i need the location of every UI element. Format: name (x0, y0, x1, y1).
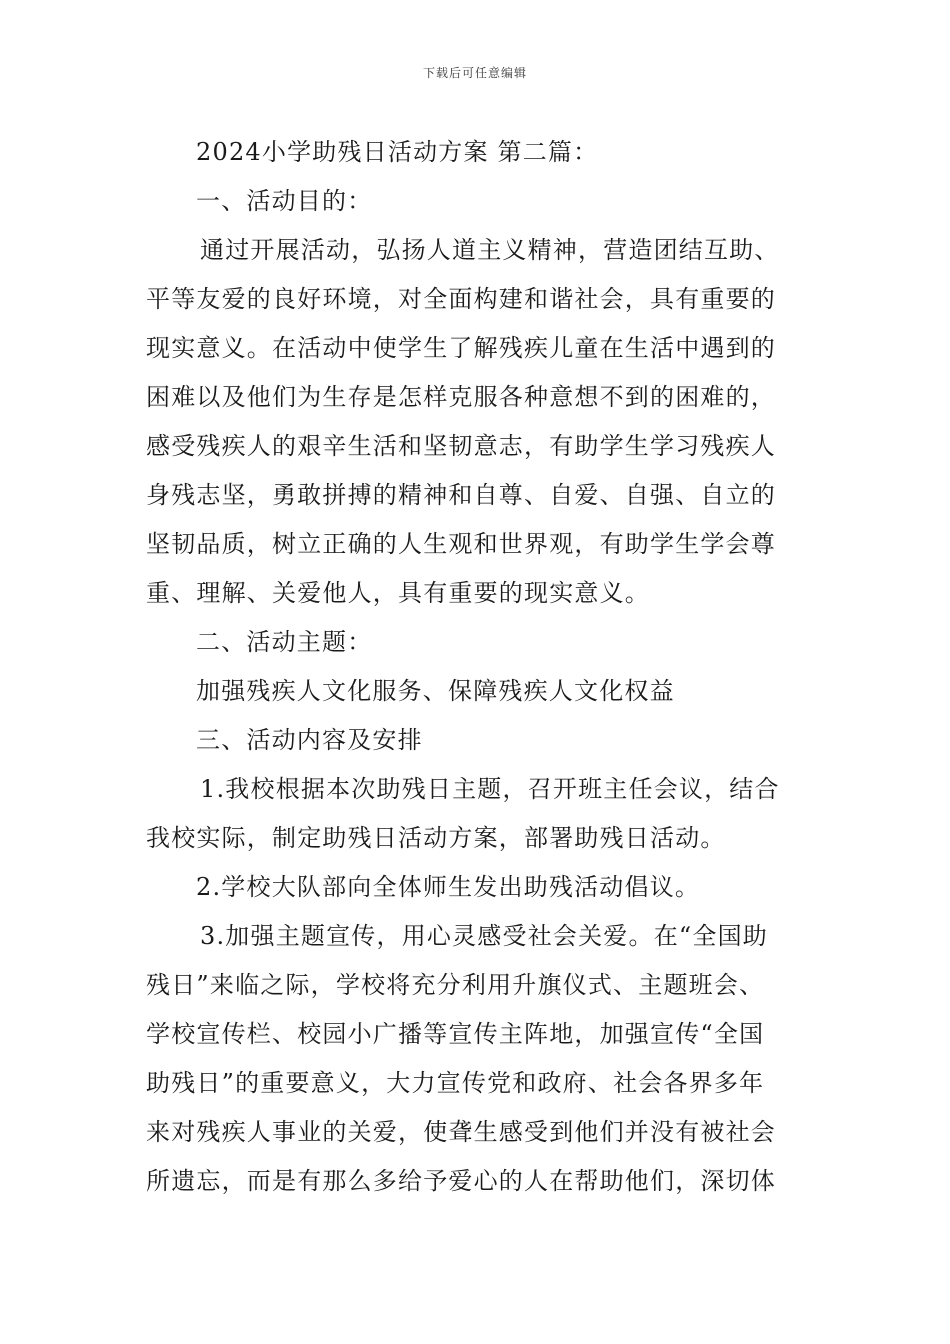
section-heading-purpose: 一、活动目的： (196, 187, 373, 215)
list-item-line: 残日”来临之际，学校将充分利用升旗仪式、主题班会、 (146, 971, 765, 999)
paragraph-line: 现实意义。在活动中使学生了解残疾儿童在生活中遇到的 (146, 334, 776, 362)
list-item-line: 1.我校根据本次助残日主题，召开班主任会议，结合 (200, 775, 780, 803)
list-item-line: 助残日”的重要意义，大力宣传党和政府、社会各界多年 (146, 1069, 765, 1097)
paragraph-line: 通过开展活动，弘扬人道主义精神，营造团结互助、 (200, 236, 780, 264)
header-note: 下载后可任意编辑 (422, 66, 527, 80)
paragraph-line: 感受残疾人的艰辛生活和坚韧意志，有助学生学习残疾人 (146, 432, 776, 460)
paragraph-line: 坚韧品质，树立正确的人生观和世界观，有助学生学会尊 (146, 530, 776, 558)
paragraph-line: 身残志坚，勇敢拼搏的精神和自尊、自爱、自强、自立的 (146, 481, 776, 509)
paragraph-line: 平等友爱的良好环境，对全面构建和谐社会，具有重要的 (146, 285, 776, 313)
paragraph-line: 困难以及他们为生存是怎样克服各种意想不到的困难的， (146, 383, 776, 411)
list-item-line: 3.加强主题宣传，用心灵感受社会关爱。在“全国助 (200, 922, 768, 950)
section-heading-content: 三、活动内容及安排 (196, 726, 423, 754)
list-item-line: 来对残疾人事业的关爱，使聋生感受到他们并没有被社会 (146, 1118, 776, 1146)
section-heading-theme: 二、活动主题： (196, 628, 373, 656)
document-title: 2024小学助残日活动方案 第二篇： (196, 138, 599, 166)
list-item-line: 学校宣传栏、校园小广播等宣传主阵地，加强宣传“全国 (146, 1020, 765, 1048)
list-item-line: 我校实际，制定助残日活动方案，部署助残日活动。 (146, 824, 726, 852)
paragraph-line: 重、理解、关爱他人，具有重要的现实意义。 (146, 579, 650, 607)
list-item-line: 所遗忘，而是有那么多给予爱心的人在帮助他们，深切体 (146, 1167, 776, 1195)
list-item-line: 2.学校大队部向全体师生发出助残活动倡议。 (196, 873, 701, 901)
theme-text: 加强残疾人文化服务、保障残疾人文化权益 (196, 677, 675, 705)
document-body (146, 128, 808, 1206)
